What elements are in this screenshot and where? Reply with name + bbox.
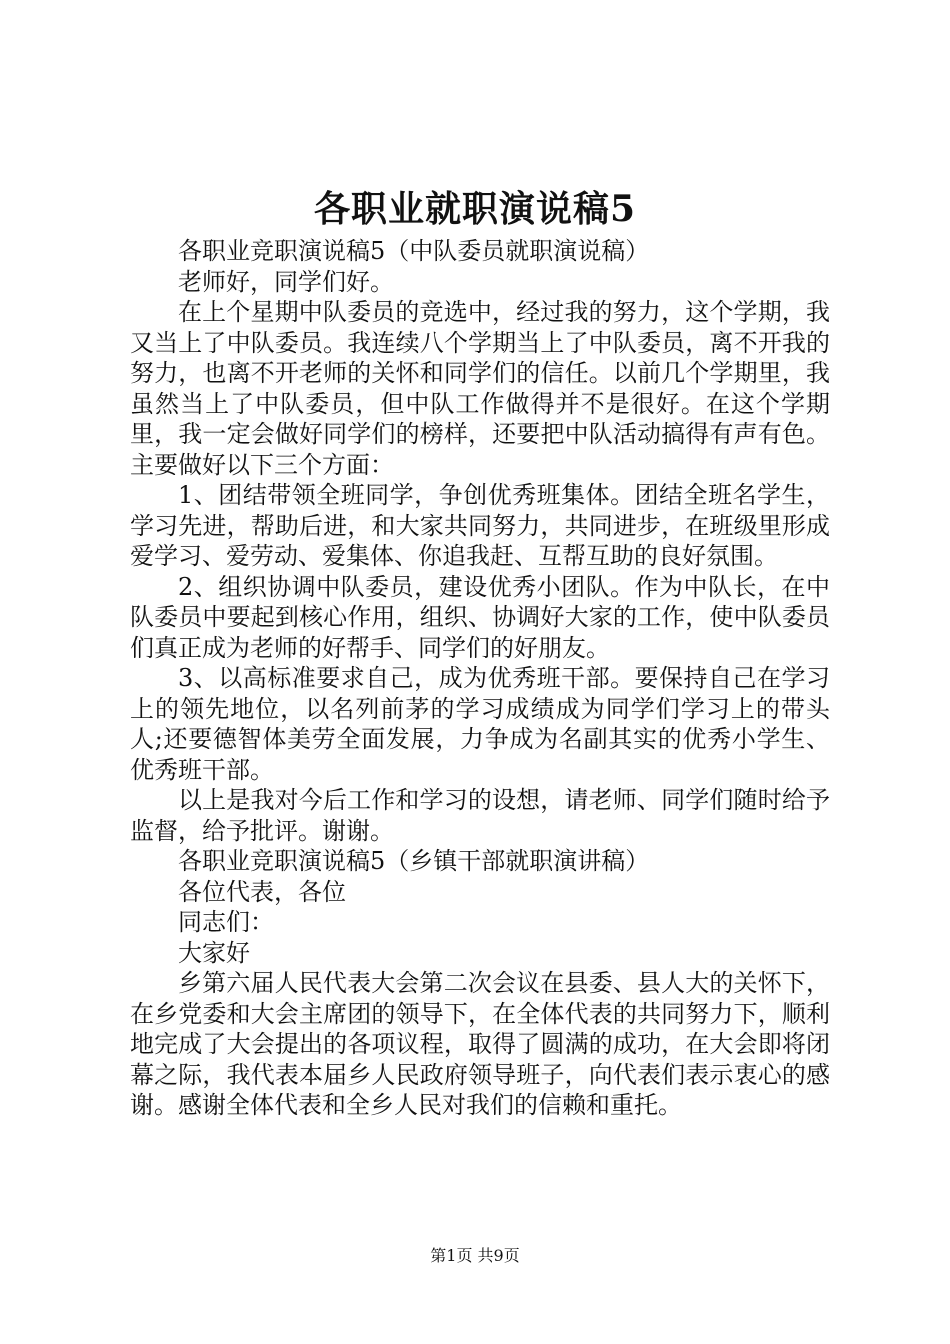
paragraph-point-2: 2、组织协调中队委员，建设优秀小团队。作为中队长，在中队委员中要起到核心作用，组织、协调好大家的工作，使中队委员们真正成为老师的好帮手、同学们的好朋友。 bbox=[130, 572, 830, 662]
paragraph-closing-1: 以上是我对今后工作和学习的设想，请老师、同学们随时给予监督，给予批评。谢谢。 bbox=[130, 786, 830, 845]
paragraph-intro: 在上个星期中队委员的竞选中，经过我的努力，这个学期，我又当上了中队委员。我连续八个学期当上了中队委员，离不开我的努力，也离不开老师的关怀和同学们的信任。以前几个学期里，我虽然当上了中队委员，但中队工作做得并不是很好。在这个学期里，我一定会做好同学们的榜样，还要把中队活动搞得有声有色。主要做好以下三个方面： bbox=[130, 298, 830, 479]
paragraph-greeting-2b: 同志们： bbox=[178, 908, 274, 936]
paragraph-greeting-2c: 大家好 bbox=[178, 938, 250, 967]
paragraph-point-3: 3、以高标准要求自己，成为优秀班干部。要保持自己在学习上的领先地位，以名列前茅的学习成绩成为同学们学习上的带头人;还要德智体美劳全面发展，力争成为名副其实的优秀小学生、优秀班干部。 bbox=[130, 664, 830, 784]
paragraph-subtitle-1: 各职业竞职演说稿5（中队委员就职演说稿） bbox=[178, 237, 650, 265]
page-footer: 第1页 共9页 bbox=[430, 1246, 520, 1265]
paragraph-subtitle-2: 各职业竞职演说稿5（乡镇干部就职演讲稿） bbox=[178, 847, 650, 875]
paragraph-greeting-2a: 各位代表，各位 bbox=[178, 877, 346, 906]
paragraph-greeting-1: 老师好，同学们好。 bbox=[178, 267, 394, 296]
paragraph-speech-2: 乡第六届人民代表大会第二次会议在县委、县人大的关怀下，在乡党委和大会主席团的领导下，在全体代表的共同努力下，顺利地完成了大会提出的各项议程，取得了圆满的成功，在大会即将闭幕之际，我代表本届乡人民政府领导班子，向代表们表示衷心的感谢。感谢全体代表和全乡人民对我们的信赖和重托。 bbox=[130, 969, 830, 1119]
document-title: 各职业就职演说稿5 bbox=[313, 188, 637, 230]
paragraph-point-1: 1、团结带领全班同学，争创优秀班集体。团结全班名学生，学习先进，帮助后进，和大家共同努力，共同进步，在班级里形成爱学习、爱劳动、爱集体、你追我赶、互帮互助的良好氛围。 bbox=[130, 481, 830, 570]
document-body bbox=[130, 236, 830, 1121]
